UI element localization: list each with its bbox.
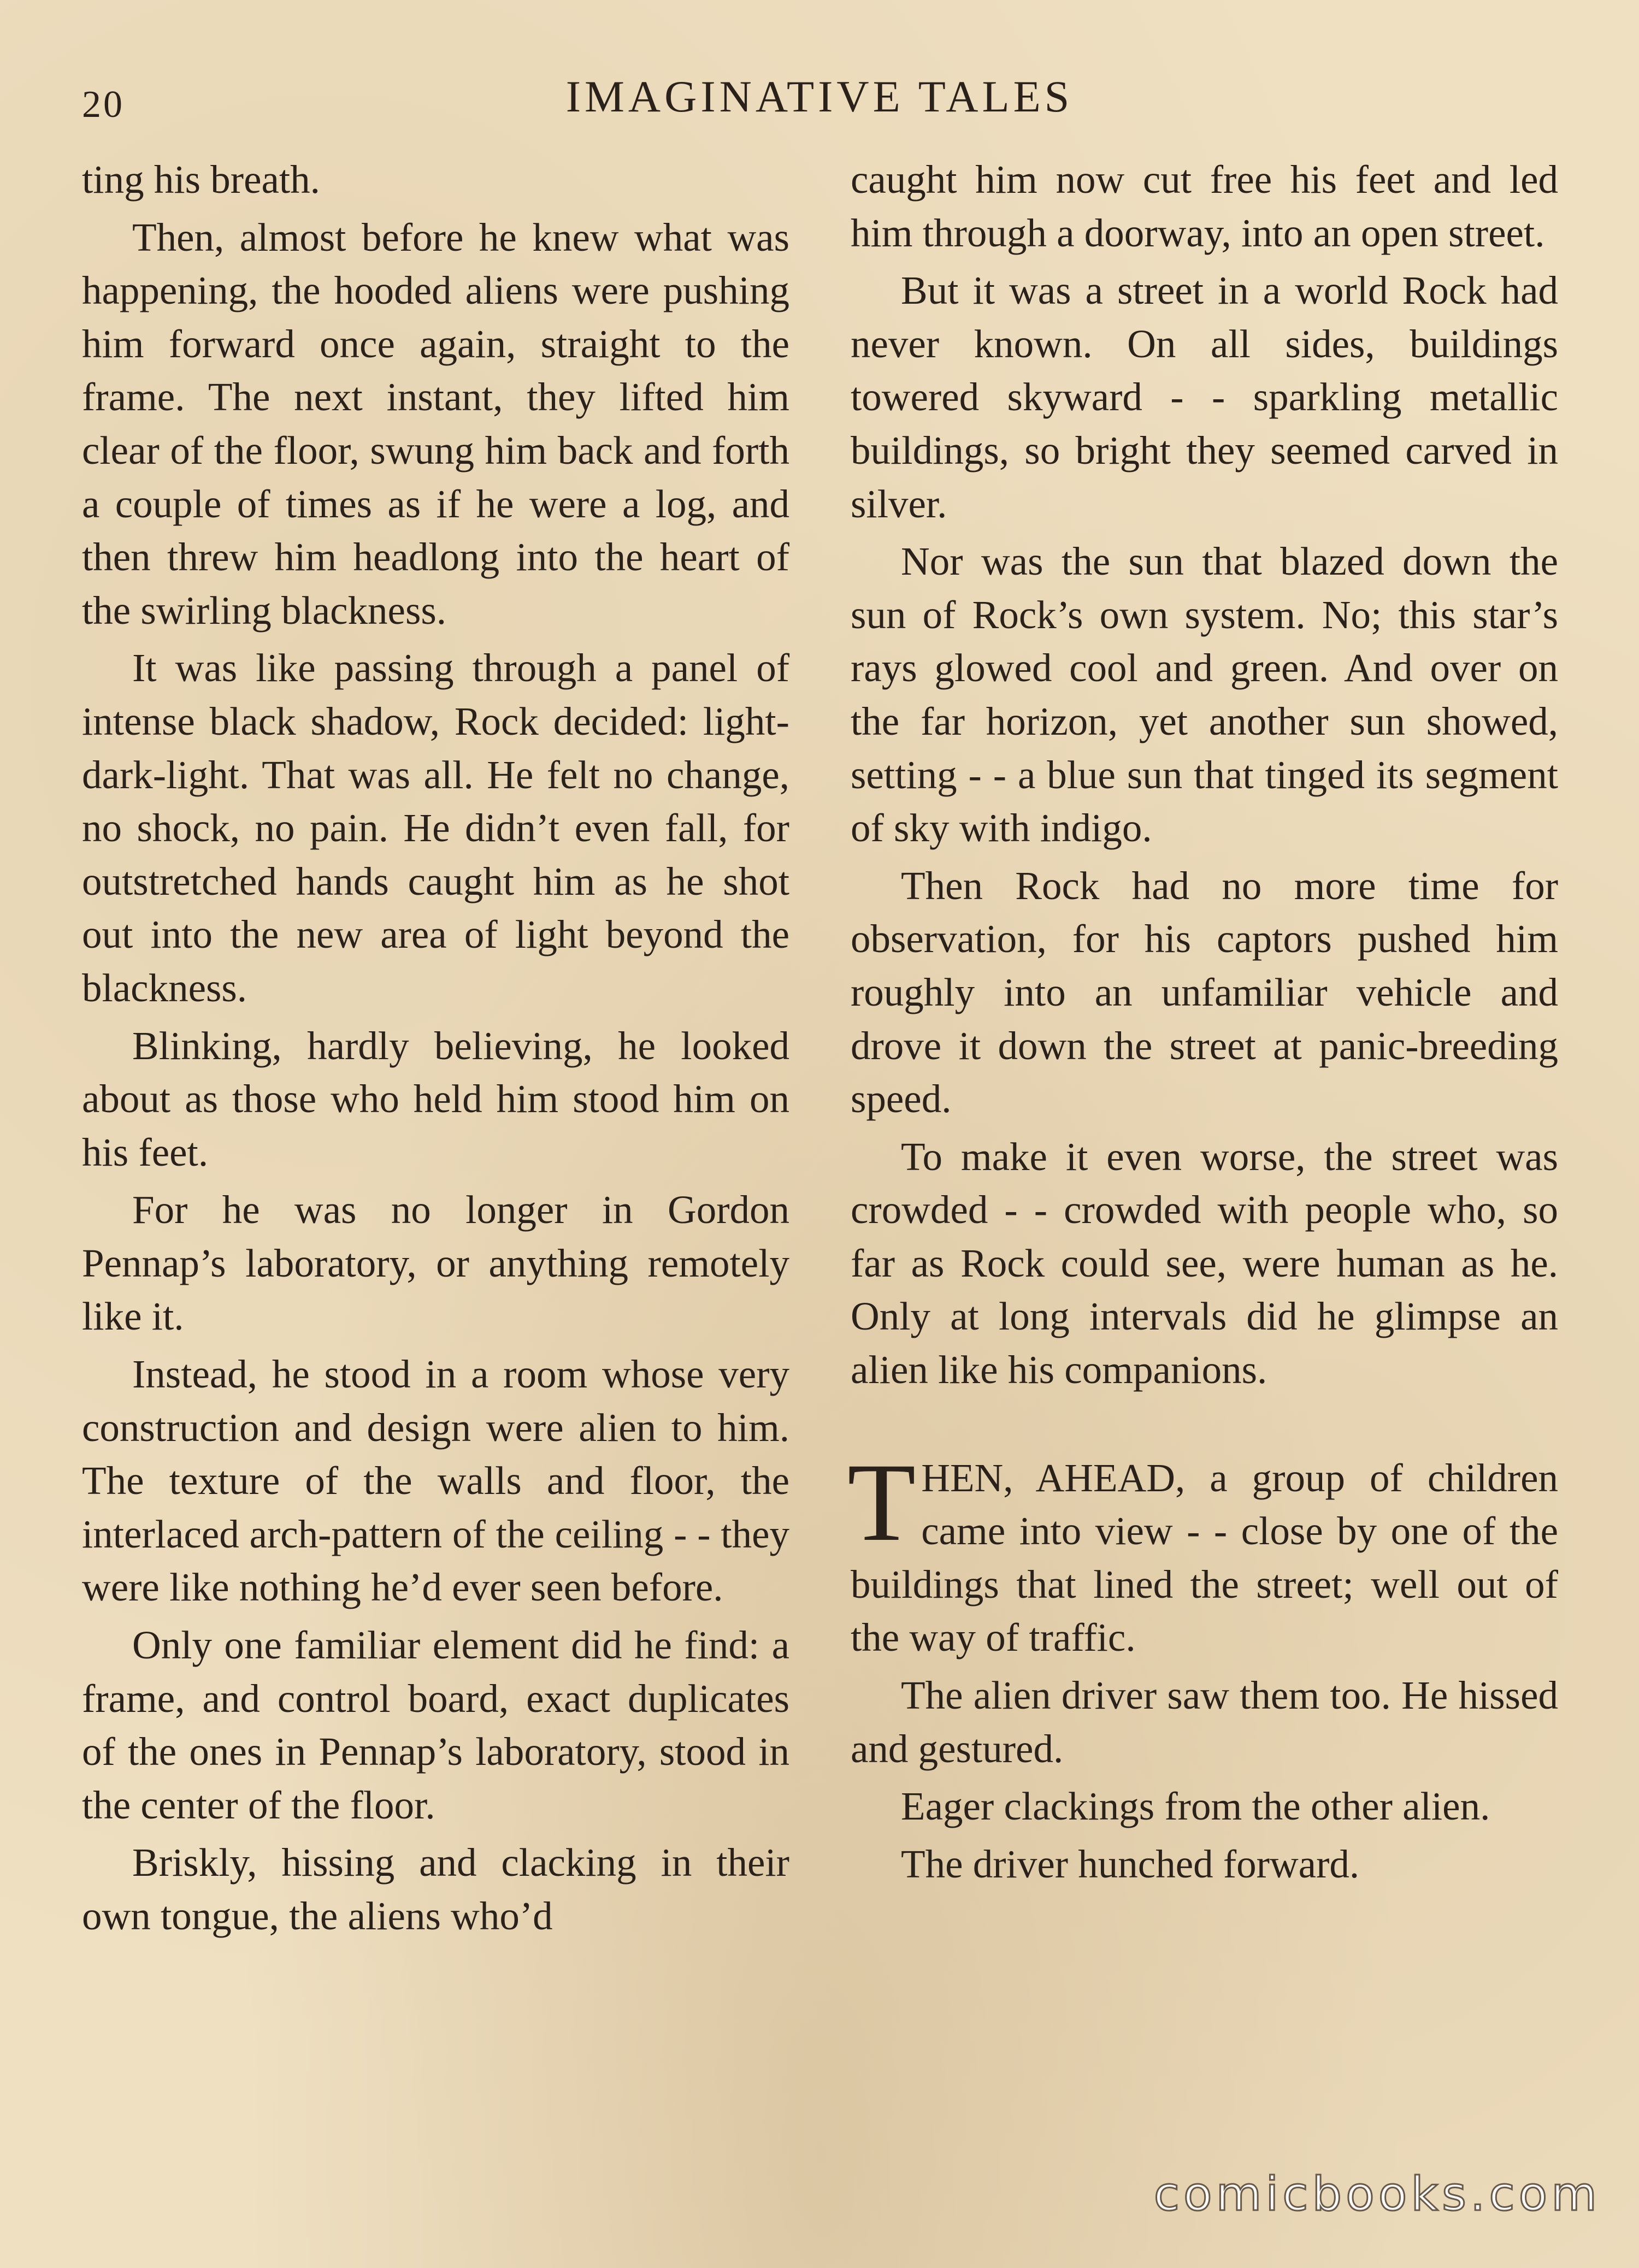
paragraph: Only one familiar element did he find: a frame, and control board, exact duplicates of the ones in Pennap’s laboratory, stood in the center of the floor. bbox=[82, 1623, 789, 1827]
paragraph: It was like passing through a panel of intense black shadow, Rock decided: light-dark-light. That was all. He felt no change, no shock, no pain. He didn’t even fall, for outstretched hands caught him as he shot out into the new area of light beyond the blackness. bbox=[82, 646, 789, 1010]
paragraph: For he was no longer in Gordon Pennap’s laboratory, or anything remotely like it. bbox=[82, 1188, 789, 1339]
page-header bbox=[82, 71, 1557, 126]
paragraph: The driver hunched forward. bbox=[901, 1841, 1360, 1886]
paragraph: Then, almost before he knew what was happening, the hooded aliens were pushing him forward once again, straight to the frame. The next instant, they lifted him clear of the floor, swung him back and forth a couple of times as if he were a log, and then threw him headlong into the heart of the swirling blackness. bbox=[82, 215, 789, 633]
paragraph: Nor was the sun that blazed down the sun of Rock’s own system. No; this star’s rays glowed cool and green. And over on the far horizon, yet another sun showed, setting - - a blue sun that tinged its segment of sky with indigo. bbox=[851, 539, 1558, 850]
paragraph: Briskly, hissing and clacking in their own tongue, the aliens who’d bbox=[82, 1840, 789, 1938]
paragraph: But it was a street in a world Rock had never known. On all sides, buildings towered skyward - - sparkling metallic buildings, so bright they seemed carved in silver. bbox=[851, 268, 1558, 526]
paragraph: Eager clackings from the other alien. bbox=[901, 1784, 1490, 1829]
left-column bbox=[82, 153, 789, 1947]
paragraph: Blinking, hardly believing, he looked about as those who held him stood him on his feet. bbox=[82, 1023, 789, 1174]
page-number: 20 bbox=[82, 84, 125, 126]
site-watermark: comicbooks.com bbox=[1153, 2167, 1601, 2222]
paragraph: Then Rock had no more time for observation, for his captors pushed him roughly into an unfamiliar vehicle and drove it down the street at panic-breeding speed. bbox=[851, 863, 1558, 1121]
drop-cap: T bbox=[847, 1440, 916, 1564]
paragraph: The alien driver saw them too. He hissed and gestured. bbox=[851, 1673, 1558, 1771]
paragraph: Instead, he stood in a room whose very construction and design were alien to him. The texture of the walls and floor, the interlaced arch-pattern of the ceiling - - they were like nothing he’d ever seen before. bbox=[82, 1352, 789, 1610]
right-column bbox=[847, 153, 1558, 1895]
section-opening-paragraph bbox=[847, 1440, 1558, 1664]
running-title: IMAGINATIVE TALES bbox=[565, 72, 1074, 121]
paragraph: To make it even worse, the street was crowded - - crowded with people who, so far as Rock could see, were human as he. Only at long intervals did he glimpse an alien like his companions. bbox=[851, 1134, 1558, 1392]
section-opening-text: HEN, AHEAD, a group of children came into view - - close by one of the buildings that lined the street; well out of the way of traffic. bbox=[851, 1455, 1558, 1660]
paragraph: ting his breath. bbox=[82, 157, 320, 202]
paragraph: caught him now cut free his feet and led him through a doorway, into an open street. bbox=[851, 157, 1558, 255]
